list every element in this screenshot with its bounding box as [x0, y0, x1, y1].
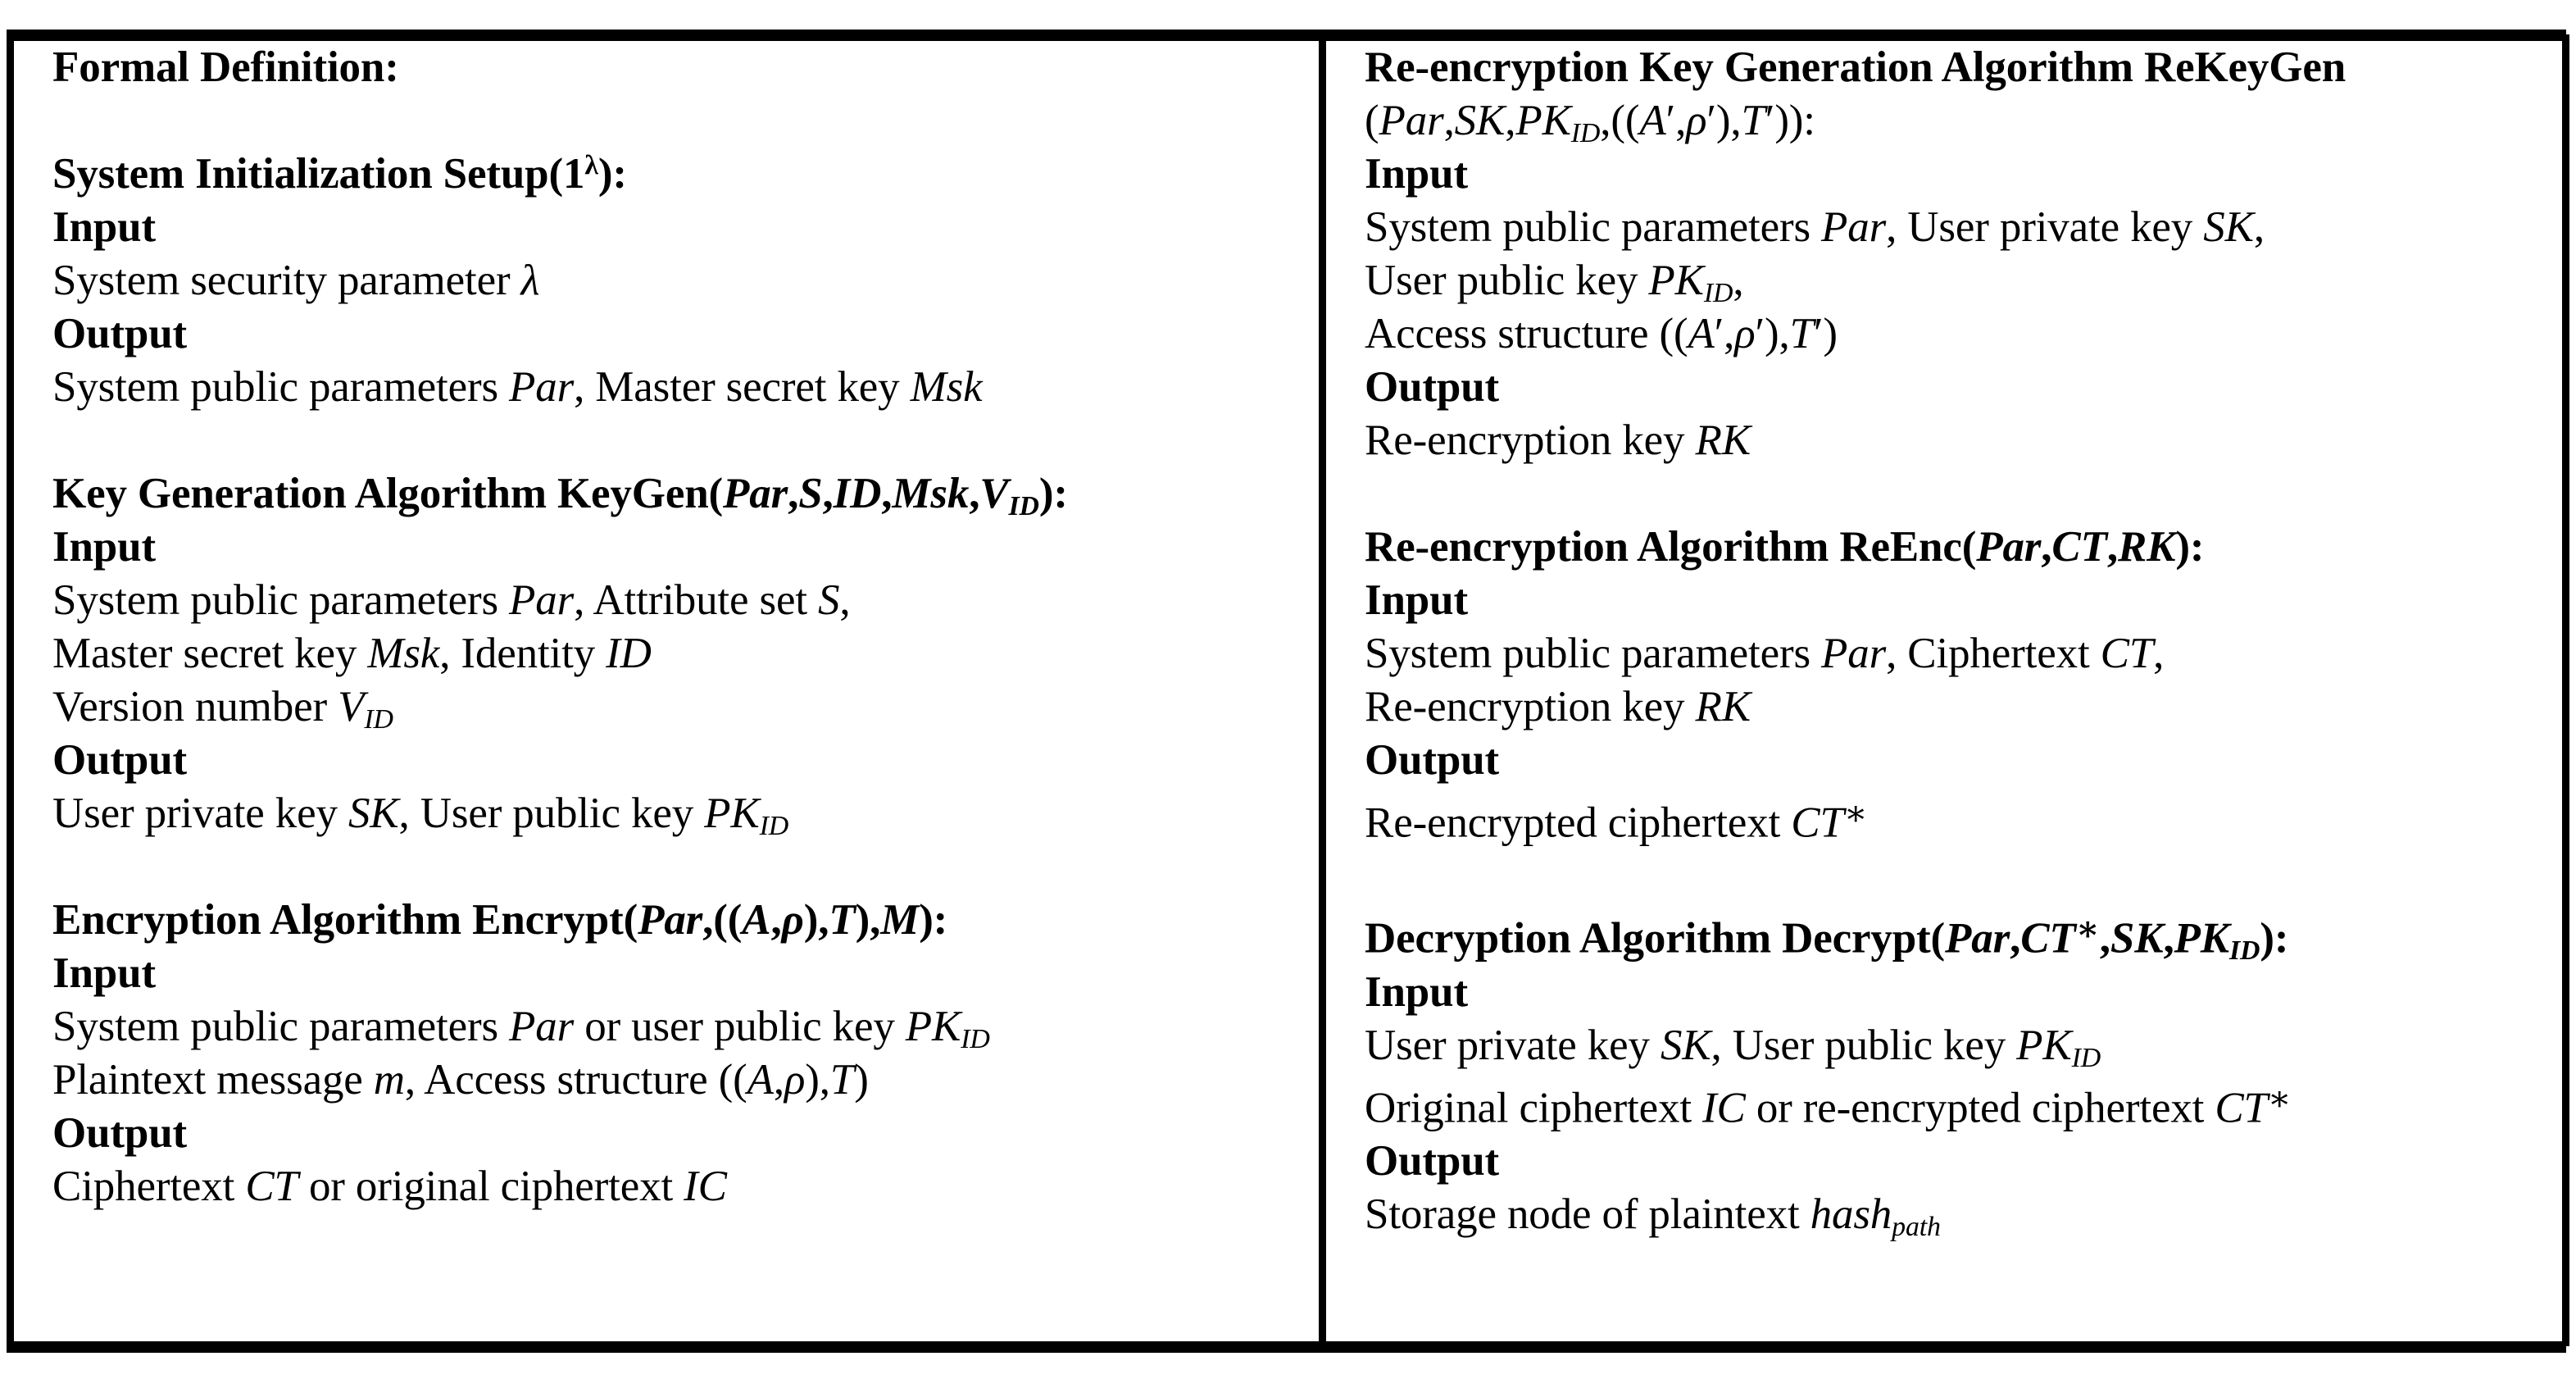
formal-definition-heading: Formal Definition: [52, 43, 399, 91]
section-rekeygen-input-line: User public key $PK_{ID}$, [1365, 257, 1744, 308]
section-encrypt-title: Encryption Algorithm Encrypt(Par,((A,ρ),T),M): [52, 896, 948, 944]
section-reenc-input-label: Input [1365, 576, 1468, 624]
section-rekeygen-title: Re-encryption Key Generation Algorithm ReKeyGen [1365, 43, 2347, 91]
table-top-rule [7, 30, 2566, 41]
section-encrypt-input-line: System public parameters Par or user public key $PK_{ID}$ [52, 1003, 990, 1054]
right-column [1326, 41, 2562, 1241]
section-encrypt-input-line: Plaintext message m, Access structure ((A,ρ),T) [52, 1056, 869, 1104]
section-keygen-output-label: Output [52, 736, 188, 784]
section-reenc [1365, 521, 2551, 849]
section-encrypt-output-label: Output [52, 1109, 188, 1157]
section-decrypt-output-line: Storage node of plaintext hash$_{path}$ [1365, 1190, 1941, 1243]
section-rekeygen-input-line: System public parameters Par, User private key SK, [1365, 203, 2265, 251]
section-gap-4 [1365, 849, 2551, 903]
section-rekeygen-input-line: Access structure ((A′,ρ′),T′) [1365, 310, 1838, 357]
section-setup-title: System Initialization $Setup(1^\lambda)$: [52, 150, 627, 198]
section-rekeygen-output-label: Output [1365, 363, 1500, 411]
table-bottom-rule [7, 1341, 2566, 1353]
section-setup-output-line: System public parameters Par, Master secret key Msk [52, 363, 983, 411]
section-keygen-output-line: User private key SK, User public key $PK_{ID}$ [52, 790, 789, 841]
section-setup-output-label: Output [52, 310, 188, 357]
section-reenc-input-line: System public parameters Par, Ciphertext CT, [1365, 630, 2165, 677]
section-keygen-input-label: Input [52, 523, 156, 571]
section-keygen-input-line: Master secret key Msk, Identity ID [52, 630, 652, 677]
section-rekeygen-output-line: Re-encryption key RK [1365, 416, 1751, 464]
section-decrypt-input-label: Input [1365, 967, 1468, 1016]
section-reenc-title: Re-encryption Algorithm ReEnc(Par,CT,RK): [1365, 523, 2205, 571]
section-keygen [52, 467, 1302, 840]
section-setup-input-label: Input [52, 203, 156, 251]
section-setup-input-line: System security parameter λ [52, 257, 540, 304]
section-gap-1 [52, 414, 1302, 467]
left-column [14, 41, 1319, 1213]
section-encrypt-input-label: Input [52, 949, 156, 997]
section-reenc-output-label: Output [1365, 736, 1500, 784]
section-decrypt-title: Decryption Algorithm $Decrypt(Par,CT^∗,SK,PK_{ID})$: [1365, 910, 2289, 967]
section-setup [52, 148, 1302, 414]
section-gap-3 [1365, 467, 2551, 521]
section-encrypt [52, 894, 1302, 1213]
section-reenc-output-line: Re-encrypted ciphertext CT∗ [1365, 794, 1868, 847]
table-body [0, 41, 2576, 1341]
section-decrypt [1365, 903, 2551, 1241]
section-reenc-input-line: Re-encryption key RK [1365, 683, 1751, 730]
section-gap-2 [52, 840, 1302, 894]
section-decrypt-output-label: Output [1365, 1137, 1500, 1186]
section-decrypt-input-line: Original ciphertext IC or re-encrypted ciphertext CT∗ [1365, 1079, 2292, 1132]
section-rekeygen-input-label: Input [1365, 150, 1468, 198]
section-keygen-input-line: Version number $V_{ID}$ [52, 683, 393, 735]
heading-gap [52, 94, 1302, 148]
section-keygen-title: Key Generation Algorithm $KeyGen(Par,S,ID,Msk,V_{ID})$: [52, 470, 1068, 521]
section-decrypt-input-line: User private key SK, User public key $PK_{ID}$ [1365, 1021, 2101, 1073]
section-rekeygen [1365, 41, 2551, 467]
section-keygen-input-line: System public parameters Par, Attribute set S, [52, 576, 851, 624]
section-rekeygen-title-continuation: $(Par,SK,PK_{ID},((A',\rho'),T'))$: [1365, 97, 1815, 148]
section-encrypt-output-line: Ciphertext CT or original ciphertext IC [52, 1163, 727, 1210]
